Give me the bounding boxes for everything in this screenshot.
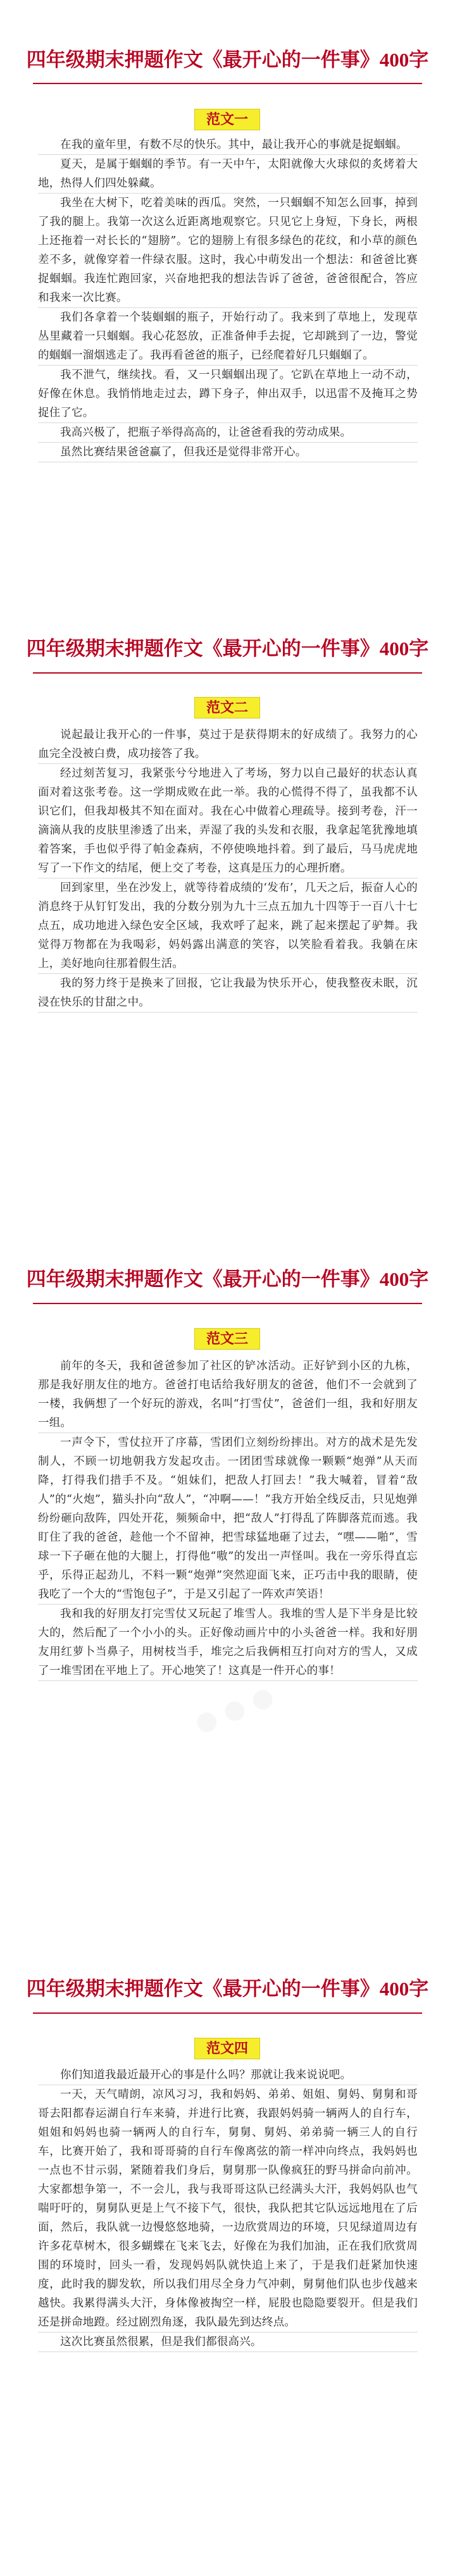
paragraph: 我坐在大树下，吃着美味的西瓜。突然，一只蝈蝈不知怎么回事，掉到了我的腿上。我第一次这么近距离地观察它。只见它上身短，下身长，两根上还拖着一对长长的“翅膀”。它的翅膀上有很多绿色的花纹，和小草的颜色差不多，就像穿着一件绿衣服。这时，我心中萌发出一个想法：和爸爸比赛捉蝈蝈。我连忙跑回家，兴奋地把我的想法告诉了爸爸，爸爸很配合，答应和我来一次比赛。 (38, 194, 418, 308)
title-underline (33, 1303, 422, 1304)
title-underline (33, 672, 422, 674)
essay-badge: 范文一 (194, 109, 260, 130)
paragraph: 这次比赛虽然很累，但是我们都很高兴。 (38, 2333, 418, 2352)
paragraph: 我不泄气，继续找。看，又一只蝈蝈出现了。它趴在草地上一动不动，好像在休息。我悄悄地走过去，蹲下身子，伸出双手，以迅雷不及掩耳之势捉住了它。 (38, 366, 418, 423)
paragraph: 你们知道我最近最开心的事是什么吗？那就让我来说说吧。 (38, 2066, 418, 2085)
essay-title: 四年级期末押题作文《最开心的一件事》400字 (26, 1978, 429, 2000)
essay-body (38, 725, 418, 1013)
paragraph: 回到家里，坐在沙发上，就等待着成绩的‘发布’，几天之后，振奋人心的消息终于从钉钉发出，我的分数分别为九十三点五加九十四等于一百八十七点五，成功地进入绿色安全区域，我欢呼了起来，跳了起来摆起了驴舞。我觉得万物都在为我喝彩，妈妈露出满意的笑容，以笑脸看着我。我躺在床上，美好地向往那着假生活。 (38, 878, 418, 974)
essay-title: 四年级期末押题作文《最开心的一件事》400字 (26, 1268, 429, 1290)
paragraph: 经过刻苦复习，我紧张兮兮地进入了考场，努力以自己最好的状态认真面对着这张考卷。这一学期成败在此一举。我的心慌得不得了，虽我都不认识它们，但我却极其不知在面对。我在心中做着心理疏导。接到考卷，汗一滴滴从我的皮肤里渗透了出来，弄湿了我的头发和衣服，我拿起笔犹豫地填着答案，手也似乎得了帕金森病，不停使唤地抖着。到了最后，马马虎虎地写了一下作文的结尾，便上交了考卷，这真是压力的心理折磨。 (38, 764, 418, 878)
essay-body (38, 2066, 418, 2352)
essay-badge: 范文三 (194, 1328, 260, 1350)
paragraph: 夏天，是属于蝈蝈的季节。有一天中午，太阳就像大火球似的炙烤着大地，热得人们四处躲藏。 (38, 155, 418, 194)
paragraph: 我和我的好朋友打完雪仗又玩起了堆雪人。我堆的雪人是下半身是比较大的，然后配了一个小小的头。正好像动画片中的小头爸爸一样。我和好朋友用红萝卜当鼻子，用树枝当手，堆完之后我俩相互打向对方的雪人，又成了一堆雪团在平地上了。开心地笑了！这真是一件开心的事！ (38, 1605, 418, 1681)
paragraph: 在我的童年里，有数不尽的快乐。其中，最让我开心的事就是捉蝈蝈。 (38, 135, 418, 155)
essay-title: 四年级期末押题作文《最开心的一件事》400字 (26, 49, 429, 71)
paragraph: 虽然比赛结果爸爸赢了，但我还是觉得非常开心。 (38, 443, 418, 462)
essay-body (38, 1357, 418, 1681)
paragraph: 我的努力终于是换来了回报，它让我最为快乐开心，使我整夜未眠，沉浸在快乐的甘甜之中。 (38, 974, 418, 1013)
essay-badge: 范文四 (194, 2038, 260, 2059)
title-underline (33, 2012, 422, 2014)
paragraph: 一天，天气晴朗，凉风习习，我和妈妈、弟弟、姐姐、舅妈、舅舅和哥哥去阳都春运湖自行车来骑，并进行比赛，我跟妈妈骑一辆两人的自行车，姐姐和妈妈也骑一辆两人的自行车，舅舅、舅妈、弟弟骑一辆三人的自行车，比赛开始了，我和哥哥骑的自行车像离弦的箭一样冲向终点，我妈妈也一点也不甘示弱，紧随着我们身后，舅舅那一队像疯狂的野马拼命向前冲。大家都想争第一，不一会儿，我与我哥哥这队已经满头大汗，我妈妈队也气喘吁吁的，舅舅队更是上气不接下气，很快，我队把其它队远远地甩在了后面，然后，我队就一边慢悠悠地骑，一边欣赏周边的环境，只见绿道周边有许多花草树木，很多蝴蝶在飞来飞去，好像在为我们加油，正在我们欣赏周围的环境时，回头一看，发现妈妈队就快追上来了，于是我们赶紧加快速度，此时我的脚发软，所以我们用尽全身力气冲刺，舅舅他们队也步伐越来越快。我累得满头大汗，身体像被掏空一样，屁股也隐隐要裂开。但是我们还是拼命地蹬。经过剧烈角逐，我队最先到达终点。 (38, 2085, 418, 2333)
paragraph: 我高兴极了，把瓶子举得高高的，让爸爸看我的劳动成果。 (38, 423, 418, 443)
essay-title: 四年级期末押题作文《最开心的一件事》400字 (26, 638, 429, 660)
paragraph: 一声令下，雪仗拉开了序幕，雪团们立刻纷纷摔出。对方的战术是先发制人，不顾一切地朝我方发起攻击。一团团雪球就像一颗颗“炮弹”从天而降，打得我们措手不及。“姐妹们，把敌人打回去！”我大喊着，冒着“敌人”的“火炮”，猫头扑向“敌人”，“冲啊——！”我方开始全线反击，只见炮弹纷纷砸向敌阵，四处开花，频频命中，把“敌人”打得乱了阵脚落荒而逃。我盯住了我的爸爸，趁他一个不留神，把雪球猛地砸了过去，“嘿——啪”，雪球一下子砸在他的大腿上，打得他“嗷”的发出一声怪叫。我在一旁乐得直忘乎，乐得正起劲儿，不料一颗“炮弹”突然迎面飞来，正巧击中我的眼睛，使我吃了一个大的“雪饱包子”，于是又引起了一阵欢声笑语！ (38, 1433, 418, 1605)
paragraph: 我们各拿着一个装蝈蝈的瓶子，开始行动了。我来到了草地上，发现草丛里藏着一只蝈蝈。我心花怒放，正准备伸手去捉，它却跳到了一边，警觉的蝈蝈一溜烟逃走了。我再看爸爸的瓶子，已经爬着好几只蝈蝈了。 (38, 308, 418, 366)
paragraph: 说起最让我开心的一件事，莫过于是获得期末的好成绩了。我努力的心血完全没被白费，成功接答了我。 (38, 725, 418, 764)
watermark: ● ● ● (190, 1680, 278, 1739)
title-underline (33, 83, 422, 84)
paragraph: 前年的冬天，我和爸爸参加了社区的铲冰活动。正好铲到小区的九栋，那是我好朋友住的地方。爸爸打电话给我好朋友的爸爸，他们不一会就到了一楼，我俩想了一个好玩的游戏，名叫“打雪仗”，爸爸们一组，我和好朋友一组。 (38, 1357, 418, 1433)
essay-body (38, 135, 418, 462)
essay-badge: 范文二 (194, 697, 260, 718)
